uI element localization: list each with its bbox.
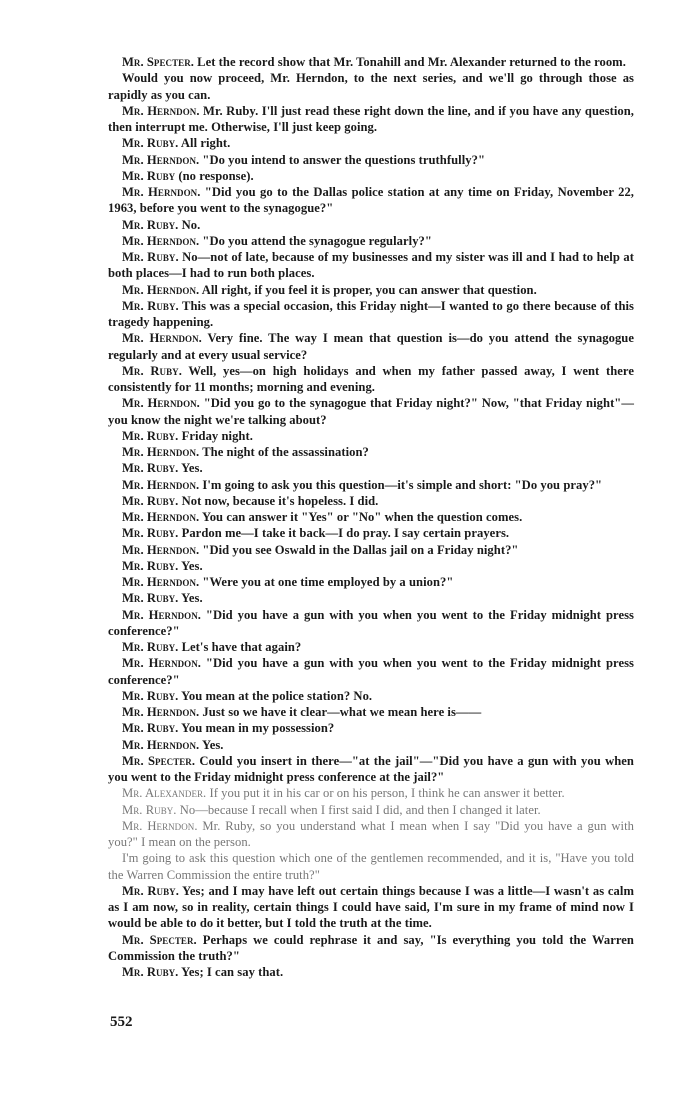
speech-text: "Did you go to the Dallas police station at any time on Friday, November 22, 1963, before you went to the synagogue?" [108, 185, 634, 216]
transcript-paragraph [108, 428, 634, 444]
speech-text: Yes. [199, 737, 224, 752]
speaker-name: Mr. Alexander. [122, 786, 207, 801]
speaker-name: Mr. Herndon. [122, 331, 202, 346]
speech-text: I'm going to ask you this question—it's simple and short: "Do you pray?" [199, 477, 603, 492]
speech-text: Yes. [178, 558, 203, 573]
speech-text: Could you insert in there—"at the jail"—"Did you have a gun with you when you went to the Friday midnight press conference at the jail?" [108, 753, 634, 784]
transcript-paragraph [108, 233, 634, 249]
speech-text: Friday night. [178, 428, 253, 443]
speech-text: "Do you attend the synagogue regularly?" [199, 233, 432, 248]
transcript-paragraph [108, 103, 634, 136]
speech-text: I'm going to ask this question which one of the gentlemen recommended, and it is, "Have you told the Warren Commission the entire truth?" [108, 851, 634, 882]
speech-text: Not now, because it's hopeless. I did. [178, 493, 379, 508]
transcript-paragraph [108, 70, 634, 103]
speech-text: Yes. [178, 461, 203, 476]
transcript-paragraph [108, 737, 634, 753]
speaker-name: Mr. Ruby. [122, 558, 179, 573]
speaker-name: Mr. Ruby. [122, 461, 179, 476]
speaker-name: Mr. Ruby. [122, 883, 179, 898]
transcript-paragraph [108, 932, 634, 965]
speech-text: Let's have that again? [178, 640, 302, 654]
transcript-paragraph [108, 493, 634, 509]
speech-text: All right. [178, 136, 231, 151]
speech-text: Just so we have it clear—what we mean here is—— [199, 705, 482, 719]
transcript-paragraph [108, 395, 634, 428]
speech-text: No. [178, 217, 201, 232]
speech-text: "Did you have a gun with you when you went to the Friday midnight press conference?" [108, 656, 634, 687]
speech-text: You can answer it "Yes" or "No" when the question comes. [199, 510, 523, 524]
transcript-paragraph [108, 184, 634, 217]
transcript-paragraph [108, 363, 634, 396]
speaker-name: Mr. Ruby. [122, 298, 179, 313]
speech-text: "Did you see Oswald in the Dallas jail on a Friday night?" [199, 542, 519, 557]
speaker-name: Mr. Specter. [122, 753, 196, 768]
speaker-name: Mr. Ruby. [122, 591, 179, 606]
transcript-paragraph [108, 217, 634, 233]
speaker-name: Mr. Herndon. [122, 542, 200, 557]
transcript-paragraph [108, 444, 634, 460]
speech-text: "Did you have a gun with you when you went to the Friday midnight press conference?" [108, 607, 634, 638]
speech-text: Perhaps we could rephrase it and say, "Is everything you told the Warren Commission the truth?" [108, 932, 634, 963]
speaker-name: Mr. Ruby. [122, 428, 179, 443]
speaker-name: Mr. Ruby. [122, 136, 179, 151]
speech-text: Let the record show that Mr. Tonahill and Mr. Alexander returned to the room. [193, 55, 626, 69]
speech-text: All right, if you feel it is proper, you can answer that question. [199, 282, 537, 297]
transcript-paragraph [108, 249, 634, 282]
speech-text: No—because I recall when I first said I did, and then I changed it later. [176, 802, 541, 817]
transcript-paragraph [108, 655, 634, 688]
speaker-name: Mr. Herndon. [122, 705, 200, 719]
transcript-paragraph [108, 574, 634, 590]
speech-text: Mr. Ruby. I'll just read these right down the line, and if you have any question, then interrupt me. Otherwise, I'll just keep going. [108, 103, 634, 134]
speaker-name: Mr. Ruby. [122, 965, 179, 979]
speaker-name: Mr. Ruby. [122, 640, 179, 654]
transcript-paragraph [108, 460, 634, 476]
speaker-name: Mr. Ruby [122, 168, 176, 183]
transcript-paragraph [108, 785, 634, 801]
speaker-name: Mr. Herndon. [122, 575, 200, 589]
transcript-paragraph [108, 54, 634, 70]
transcript-paragraph [108, 688, 634, 704]
transcript-body [108, 54, 634, 980]
transcript-paragraph [108, 850, 634, 883]
speaker-name: Mr. Herndon. [122, 103, 200, 118]
speech-text: Yes. [178, 591, 203, 606]
speech-text: Pardon me—I take it back—I do pray. I say certain prayers. [178, 526, 510, 541]
speech-text: You mean in my possession? [178, 721, 335, 736]
speaker-name: Mr. Herndon. [122, 185, 201, 199]
speaker-name: Mr. Herndon. [122, 396, 200, 411]
speech-text: Very fine. The way I mean that question is—do you attend the synagogue regularly and at every usual service? [108, 331, 634, 362]
transcript-paragraph [108, 753, 634, 786]
transcript-paragraph [108, 282, 634, 298]
transcript-paragraph [108, 964, 634, 980]
speaker-name: Mr. Ruby. [122, 493, 179, 508]
speaker-name: Mr. Ruby. [122, 250, 179, 264]
speech-text: If you put it in his car or on his person, I think he can answer it better. [206, 786, 565, 801]
speech-text: Yes; and I may have left out certain things because I was a little—I wasn't as calm as I am now, so in reality, certain things I could have said, I'm sure in my frame of mind now I would be able to do it better, but I told the truth at the time. [108, 883, 634, 931]
speech-text: Yes; I can say that. [178, 965, 284, 979]
speaker-name: Mr. Specter. [122, 55, 194, 69]
transcript-paragraph [108, 330, 634, 363]
transcript-paragraph [108, 298, 634, 331]
transcript-paragraph [108, 558, 634, 574]
speech-text: Mr. Ruby, so you understand what I mean when I say "Did you have a gun with you?" I mean on the person. [108, 818, 635, 849]
speaker-name: Mr. Herndon. [122, 737, 200, 752]
transcript-paragraph [108, 525, 634, 541]
speech-text: The night of the assassination? [199, 445, 369, 459]
speaker-name: Mr. Herndon. [122, 607, 201, 622]
transcript-paragraph [108, 168, 634, 184]
transcript-paragraph [108, 639, 634, 655]
speaker-name: Mr. Ruby. [122, 802, 177, 817]
transcript-paragraph [108, 477, 634, 493]
speaker-name: Mr. Ruby. [122, 363, 182, 378]
speaker-name: Mr. Herndon. [122, 282, 200, 297]
speech-text: Well, yes—on high holidays and when my father passed away, I went there consistently for 11 months; morning and evening. [108, 363, 634, 394]
transcript-paragraph [108, 542, 634, 558]
transcript-paragraph [108, 802, 634, 818]
speaker-name: Mr. Herndon. [122, 510, 200, 524]
speaker-name: Mr. Herndon. [122, 656, 201, 671]
transcript-paragraph [108, 704, 634, 720]
transcript-paragraph [108, 152, 634, 168]
transcript-paragraph [108, 509, 634, 525]
transcript-paragraph [108, 818, 634, 851]
speech-text: This was a special occasion, this Friday night—I wanted to go there because of this tragedy happening. [108, 298, 634, 329]
transcript-paragraph [108, 883, 634, 932]
speech-text: "Did you go to the synagogue that Friday night?" Now, "that Friday night"—you know the night we're talking about? [108, 396, 634, 427]
speaker-name: Mr. Ruby. [122, 688, 179, 703]
speech-text: You mean at the police station? No. [178, 688, 373, 703]
speaker-name: Mr. Ruby. [122, 217, 179, 232]
speaker-name: Mr. Ruby. [122, 721, 179, 736]
speech-text: Would you now proceed, Mr. Herndon, to the next series, and we'll go through those as rapidly as you can. [108, 71, 634, 102]
speaker-name: Mr. Specter. [122, 932, 197, 947]
page-number: 552 [110, 1014, 133, 1030]
speech-text: (no response). [175, 168, 254, 183]
transcript-paragraph [108, 590, 634, 606]
speech-text: "Were you at one time employed by a union?" [199, 575, 454, 589]
speaker-name: Mr. Ruby. [122, 526, 179, 541]
speech-text: No—not of late, because of my businesses and my sister was ill and I had to help at both places—I had to run both places. [108, 250, 634, 281]
speaker-name: Mr. Herndon. [122, 818, 198, 833]
speaker-name: Mr. Herndon. [122, 152, 200, 167]
speaker-name: Mr. Herndon. [122, 445, 200, 459]
speaker-name: Mr. Herndon. [122, 477, 200, 492]
speaker-name: Mr. Herndon. [122, 233, 200, 248]
transcript-paragraph [108, 607, 634, 640]
speech-text: "Do you intend to answer the questions truthfully?" [199, 152, 485, 167]
transcript-paragraph [108, 720, 634, 736]
transcript-paragraph [108, 135, 634, 151]
